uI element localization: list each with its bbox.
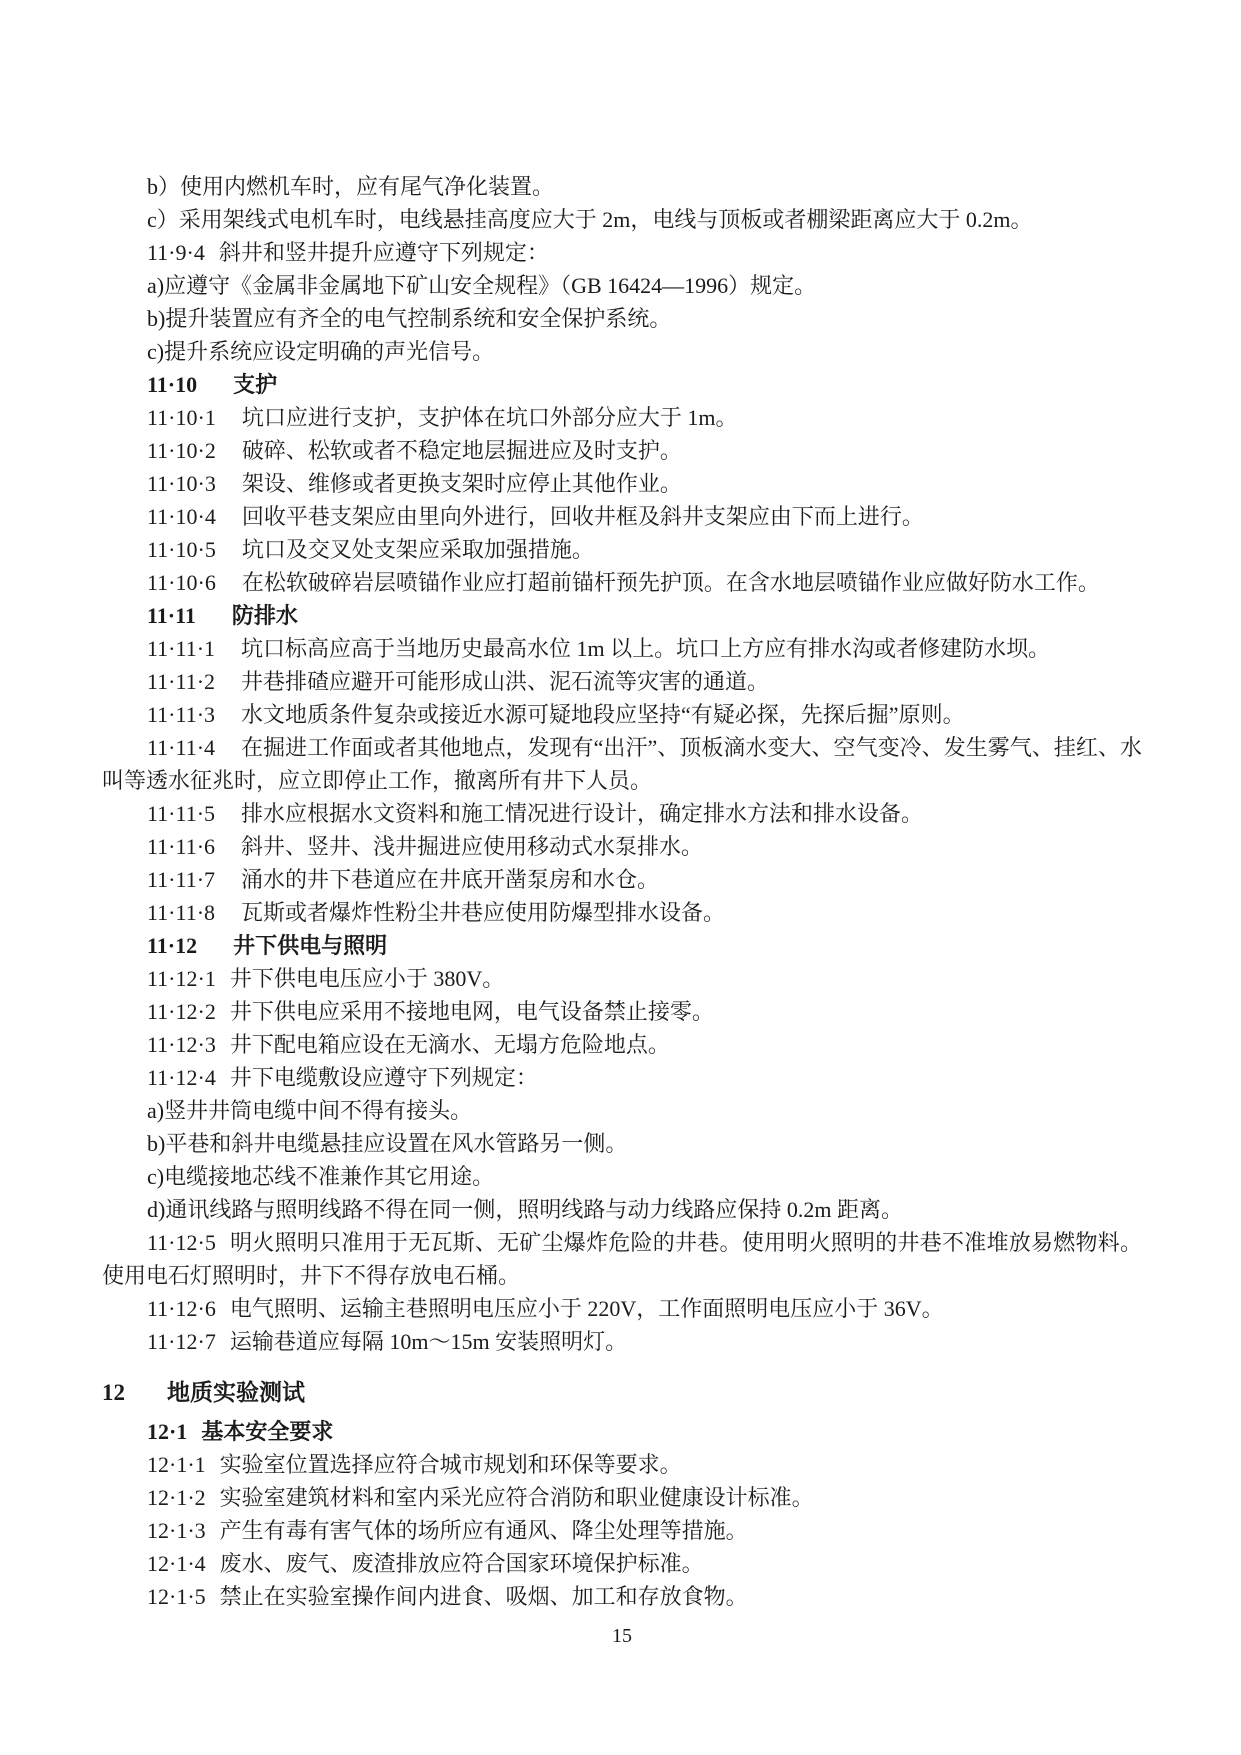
item-number: 11·12·1 (147, 966, 216, 991)
lettered-item: c)电缆接地芯线不准兼作其它用途。 (147, 1164, 495, 1189)
item-number: 11·12·7 (147, 1329, 216, 1354)
item-text: 产生有毒有害气体的场所应有通风、降尘处理等措施。 (219, 1518, 748, 1543)
lettered-item: c)提升系统应设定明确的声光信号。 (147, 339, 495, 364)
lettered-item: b)提升装置应有齐全的电气控制系统和安全保护系统。 (147, 306, 672, 331)
item-number: 12 (102, 1380, 125, 1405)
item-number: 11·12·6 (147, 1296, 216, 1321)
lettered-item: a)竖井井筒电缆中间不得有接头。 (147, 1098, 473, 1123)
item-text: 坑口应进行支护，支护体在坑口外部分应大于 1m。 (241, 405, 738, 430)
item-text: 斜井和竖井提升应遵守下列规定： (218, 240, 549, 265)
numbered-item (102, 1547, 1142, 1580)
item-number: 11·12·4 (147, 1065, 216, 1090)
numbered-item (102, 698, 1142, 731)
item-text: 支护 (233, 372, 278, 397)
section-heading (102, 929, 1142, 962)
item-number: 11·10 (147, 372, 198, 397)
numbered-item (102, 1028, 1142, 1061)
item-text: 地质实验测试 (167, 1380, 305, 1405)
item-text: 井下电缆敷设应遵守下列规定： (229, 1065, 538, 1090)
item-text: 井巷排碴应避开可能形成山洪、泥石流等灾害的通道。 (241, 669, 770, 694)
section-heading (102, 599, 1142, 632)
item-text: 实验室建筑材料和室内采光应符合消防和职业健康设计标准。 (219, 1485, 814, 1510)
item-number: 12·1·5 (147, 1584, 206, 1609)
item-text: 废水、废气、废渣排放应符合国家环境保护标准。 (219, 1551, 704, 1576)
numbered-item (102, 1061, 1142, 1094)
item-number: 11·11 (147, 603, 196, 628)
item-number: 11·10·1 (147, 405, 216, 430)
item-number: 11·11·2 (147, 669, 216, 694)
item-text: 井下供电应采用不接地电网，电气设备禁止接零。 (229, 999, 714, 1024)
numbered-item (102, 566, 1142, 599)
item-number: 11·10·5 (147, 537, 216, 562)
item-number: 11·11·6 (147, 834, 216, 859)
item-number: 11·11·3 (147, 702, 216, 727)
item-text: 瓦斯或者爆炸性粉尘井巷应使用防爆型排水设备。 (241, 900, 726, 925)
lettered-item: c）采用架线式电机车时，电线悬挂高度应大于 2m，电线与顶板或者棚梁距离应大于 0.2m。 (147, 207, 1033, 232)
numbered-item (102, 434, 1142, 467)
section-heading (102, 1415, 1142, 1448)
item-text: 排水应根据水文资料和施工情况进行设计，确定排水方法和排水设备。 (241, 801, 924, 826)
item-text: 井下供电与照明 (233, 933, 388, 958)
item-number: 11·11·5 (147, 801, 216, 826)
lettered-item: b）使用内燃机车时，应有尾气净化装置。 (147, 174, 555, 199)
item-text: 坑口标高应高于当地历史最高水位 1m 以上。坑口上方应有排水沟或者修建防水坝。 (241, 636, 1051, 661)
item-text: 实验室位置选择应符合城市规划和环保等要求。 (219, 1452, 682, 1477)
numbered-item (102, 797, 1142, 830)
numbered-item (102, 995, 1142, 1028)
numbered-item (102, 830, 1142, 863)
numbered-item (102, 1448, 1142, 1481)
numbered-item (102, 1292, 1142, 1325)
numbered-item (102, 1580, 1142, 1613)
lettered-item: b)平巷和斜井电缆悬挂应设置在风水管路另一侧。 (147, 1131, 628, 1156)
item-number: 12·1 (147, 1419, 188, 1444)
item-text: 基本安全要求 (201, 1419, 334, 1444)
item-number: 11·11·8 (147, 900, 216, 925)
numbered-item (102, 896, 1142, 929)
item-number: 11·12·2 (147, 999, 216, 1024)
item-number: 12·1·1 (147, 1452, 206, 1477)
item-number: 12·1·3 (147, 1518, 206, 1543)
section-heading (102, 368, 1142, 401)
item-text: 防排水 (231, 603, 298, 628)
numbered-item (102, 962, 1142, 995)
item-number: 11·10·2 (147, 438, 216, 463)
item-text: 破碎、松软或者不稳定地层掘进应及时支护。 (241, 438, 682, 463)
numbered-item (102, 1325, 1142, 1358)
item-text: 井下供电电压应小于 380V。 (229, 966, 505, 991)
item-number: 11·11·4 (147, 735, 216, 760)
item-text: 在掘进工作面或者其他地点，发现有“出汗”、顶板滴水变大、空气变冷、发生雾气、挂红、水叫等透水征兆时，应立即停止工作，撤离所有井下人员。 (102, 735, 1142, 793)
numbered-item (102, 533, 1142, 566)
numbered-item (102, 401, 1142, 434)
item-text: 明火照明只准用于无瓦斯、无矿尘爆炸危险的井巷。使用明火照明的井巷不准堆放易燃物料。使用电石灯照明时，井下不得存放电石桶。 (102, 1230, 1142, 1288)
numbered-item (102, 863, 1142, 896)
item-text: 在松软破碎岩层喷锚作业应打超前锚杆预先护顶。在含水地层喷锚作业应做好防水工作。 (241, 570, 1100, 595)
numbered-item (102, 665, 1142, 698)
item-number: 11·10·3 (147, 471, 216, 496)
item-text: 井下配电箱应设在无滴水、无塌方危险地点。 (229, 1032, 670, 1057)
item-text: 水文地质条件复杂或接近水源可疑地段应坚持“有疑必探，先探后掘”原则。 (241, 702, 965, 727)
item-text: 电气照明、运输主巷照明电压应小于 220V，工作面照明电压应小于 36V。 (229, 1296, 944, 1321)
numbered-item (102, 236, 1142, 269)
item-number: 11·11·7 (147, 867, 216, 892)
numbered-item (102, 731, 1142, 797)
lettered-item: a)应遵守《金属非金属地下矿山安全规程》（GB 16424—1996）规定。 (147, 273, 817, 298)
item-number: 12·1·2 (147, 1485, 206, 1510)
numbered-item (102, 1481, 1142, 1514)
numbered-item (102, 467, 1142, 500)
item-text: 运输巷道应每隔 10m～15m 安装照明灯。 (229, 1329, 628, 1354)
item-number: 11·10·4 (147, 504, 216, 529)
numbered-item (102, 1226, 1142, 1292)
numbered-item (102, 500, 1142, 533)
item-number: 11·12 (147, 933, 198, 958)
item-text: 架设、维修或者更换支架时应停止其他作业。 (241, 471, 682, 496)
lettered-item: d)通讯线路与照明线路不得在同一侧，照明线路与动力线路应保持 0.2m 距离。 (147, 1197, 903, 1222)
chapter-heading (102, 1376, 1142, 1409)
page-number: 15 (612, 1625, 632, 1647)
item-text: 回收平巷支架应由里向外进行，回收井框及斜井支架应由下而上进行。 (241, 504, 924, 529)
numbered-item (102, 1514, 1142, 1547)
numbered-item (102, 632, 1142, 665)
item-number: 11·12·5 (147, 1230, 216, 1255)
item-text: 禁止在实验室操作间内进食、吸烟、加工和存放食物。 (219, 1584, 748, 1609)
item-number: 12·1·4 (147, 1551, 206, 1576)
item-number: 11·11·1 (147, 636, 216, 661)
item-text: 坑口及交叉处支架应采取加强措施。 (241, 537, 594, 562)
item-text: 斜井、竖井、浅井掘进应使用移动式水泵排水。 (241, 834, 704, 859)
document-body (102, 170, 1142, 1613)
item-number: 11·10·6 (147, 570, 216, 595)
item-number: 11·12·3 (147, 1032, 216, 1057)
item-number: 11·9·4 (147, 240, 205, 265)
item-text: 涌水的井下巷道应在井底开凿泵房和水仓。 (241, 867, 660, 892)
